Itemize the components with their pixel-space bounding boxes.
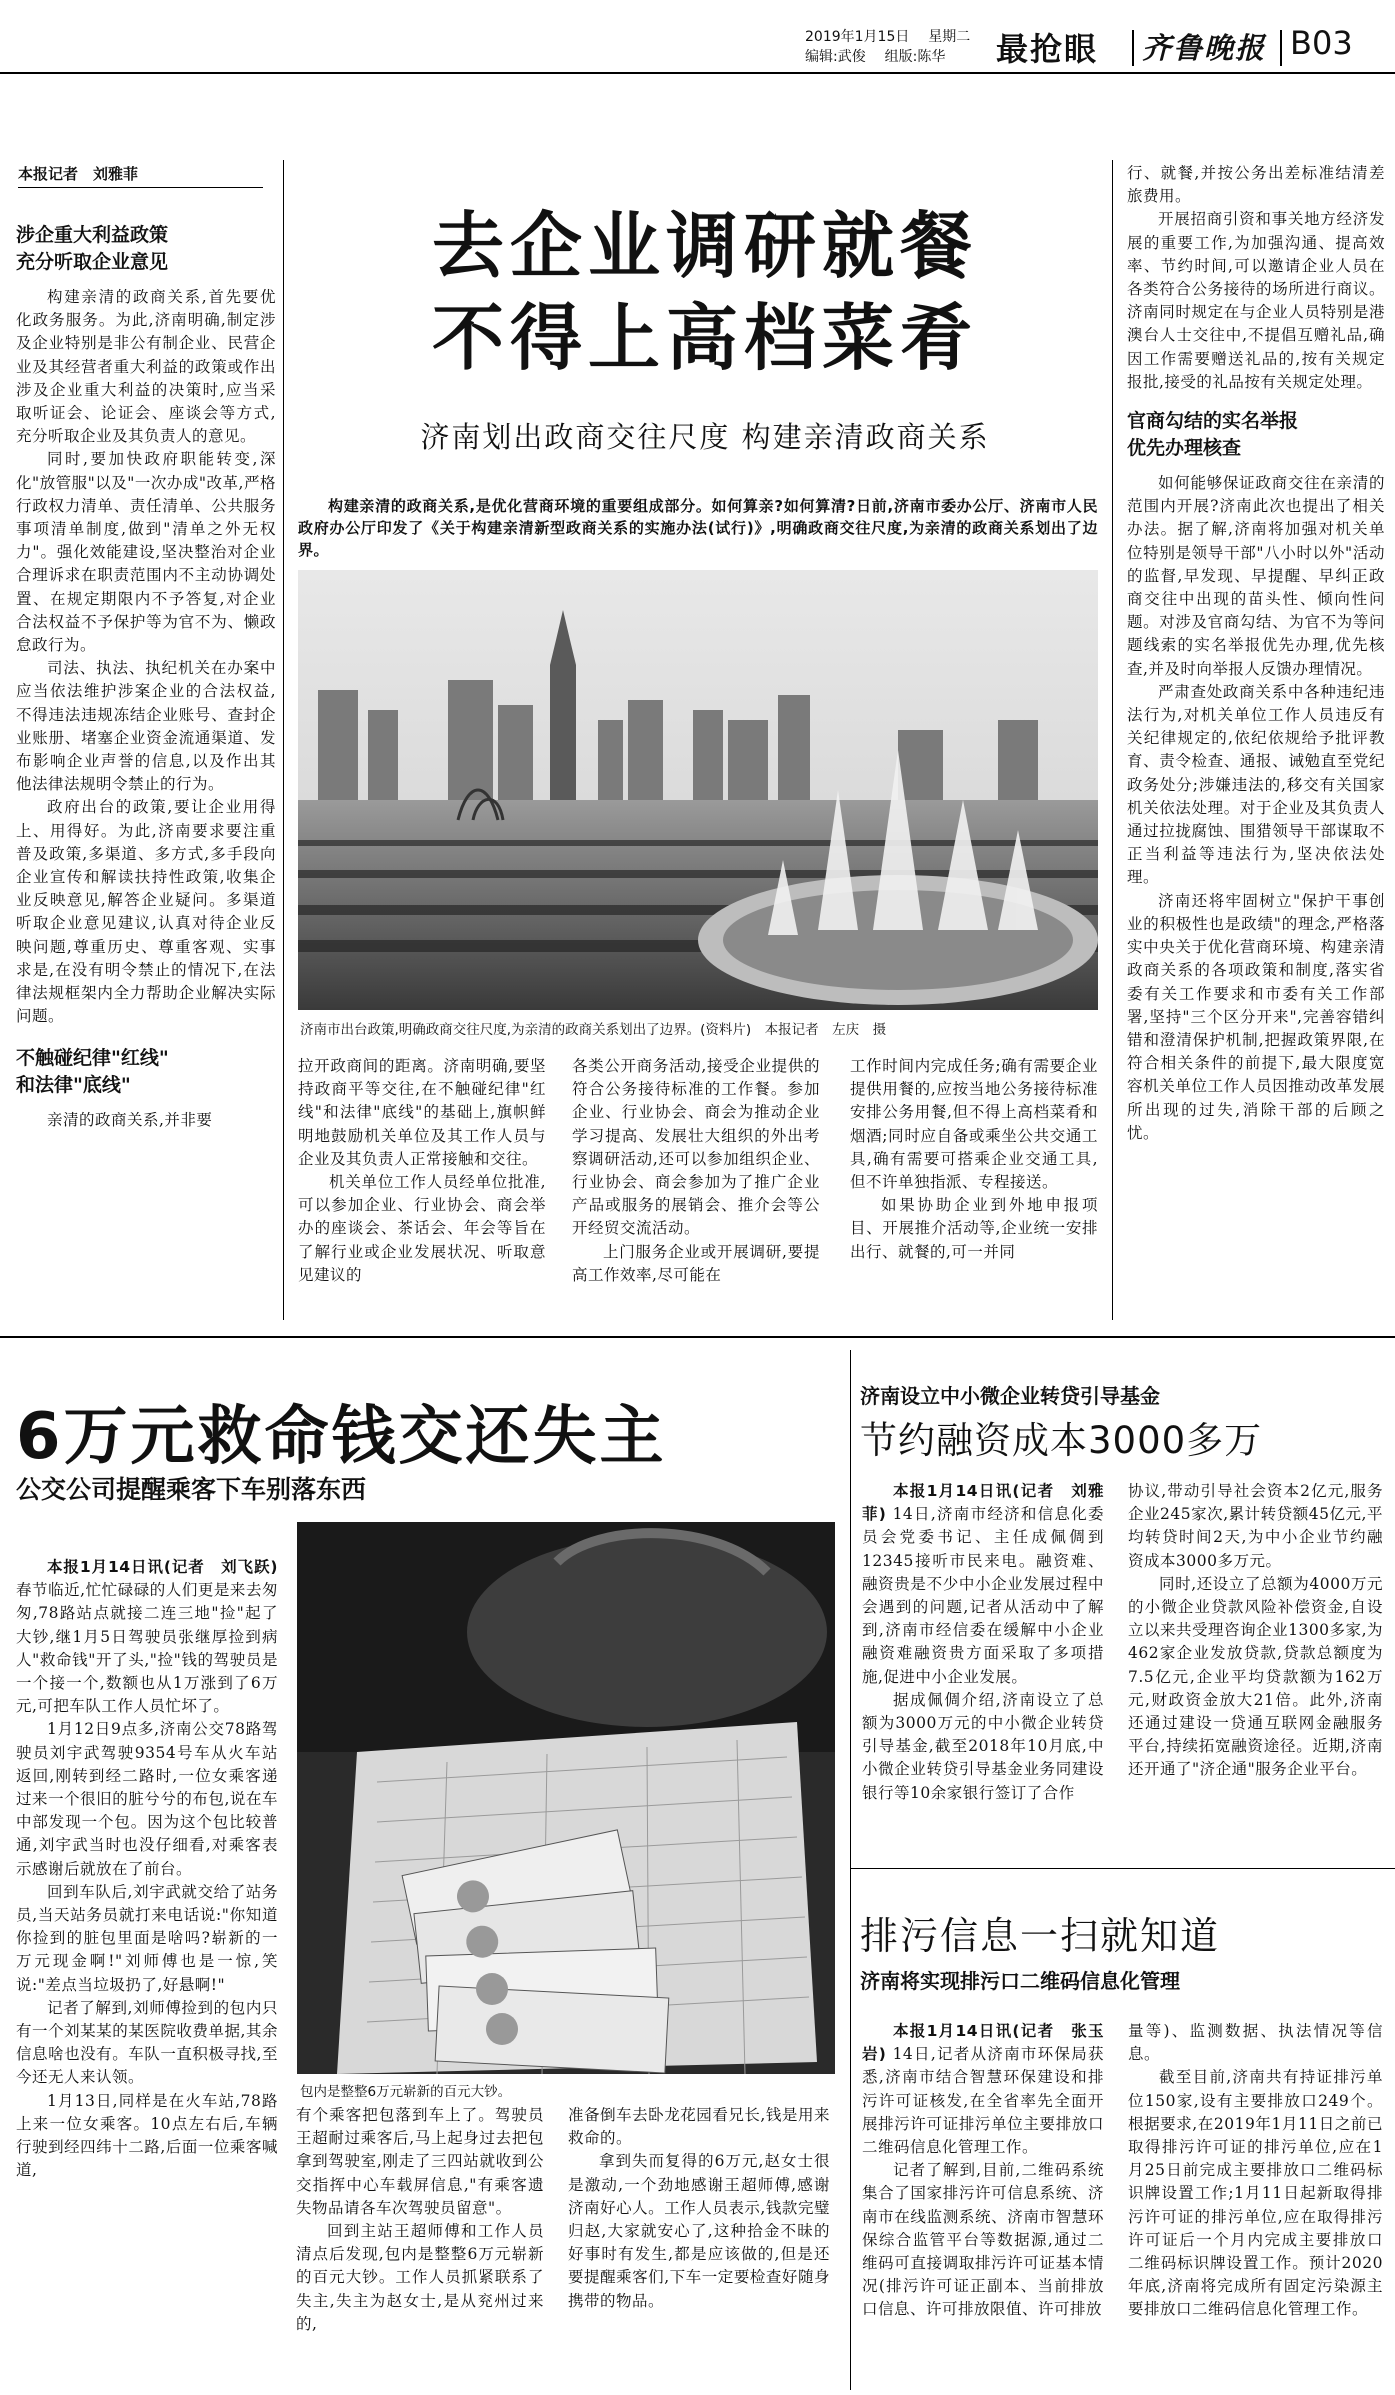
header-rule [0, 72, 1395, 74]
page-header [0, 0, 1395, 68]
subheading: 官商勾结的实名举报 优先办理核查 [1127, 410, 1299, 460]
paragraph-text: 14日,济南市经济和信息化委员会党委书记、主任成佩倜到12345接听市民来电。融资难、融资贵是不少中小企业发展过程中会遇到的问题,记者从活动中了解到,济南市经信委在缓解中小企业融资难融资贵方面采取了多项措施,促进中小企业发展。 [862, 1505, 1104, 1686]
subheadline: 济南划出政商交往尺度 构建亲清政商关系 [420, 420, 990, 454]
plaza-photo-illustration [298, 570, 1098, 1010]
paragraph: 1月12日9点多,济南公交78路驾驶员刘宇武驾驶9354号车从火车站返回,刚转到经二路时,一位女乘客递过来一个很旧的脏兮兮的布包,说在车中部发现一个包。因为这个包比较普通,刘宇武当时也没仔细看,对乘客表示感谢后就放在了前台。 [16, 1720, 278, 1878]
photo-caption: 包内是整整6万元崭新的百元大钞。 [300, 2084, 512, 2100]
section-rule [850, 1868, 1395, 1869]
section-rule [0, 1336, 1395, 1338]
dateline: 本报1月14日讯(记者 张玉岩) [862, 2022, 1104, 2064]
paragraph: 回到车队后,刘宇武就交给了站务员,当天站务员就打来电话说:"你知道你捡到的脏包里面是啥吗?崭新的一万元现金啊!"刘师傅也是一惊,笑说:"差点当垃圾扔了,好悬啊!" [16, 1882, 278, 1994]
story1-column-5 [1127, 162, 1385, 1145]
header-date-line [805, 26, 970, 46]
paragraph: 亲清的政商关系,并非要 [47, 1110, 213, 1129]
story4-column-2 [1128, 2020, 1383, 2322]
paragraph: 1月13日,同样是在火车站,78路上来一位女乘客。10点左右后,车辆行驶到经四纬十二路,后面一位乘客喊道, [16, 2091, 278, 2180]
story1-column-2 [298, 1055, 546, 1287]
paragraph: 济南还将牢固树立"保护干事创业的积极性也是政绩"的理念,严格落实中央关于优化营商环境、构建亲清政商关系的各项政策和制度,落实省委有关工作要求和市委有关工作部署,坚持"三个区分开来",完善容错纠错和澄清保护机制,把握政策界限,在符合相关条件的前提下,最大限度宽容机关单位工作人员因推动改革发展所出现的过失,消除干部的后顾之忧。 [1127, 891, 1385, 1142]
header-date: 2019年1月15日 [805, 29, 910, 45]
headline [335, 200, 1075, 384]
paragraph-text: 14日,记者从济南市环保局获悉,济南市结合智慧环保建设和排污许可证核发,在全省率先全面开展排污许可证排污单位主要排放口二维码信息化管理工作。 [862, 2045, 1104, 2157]
paragraph: 严肃查处政商关系中各种违纪违法行为,对机关单位工作人员违反有关纪律规定的,依纪依规给予批评教育、责令检查、通报、诫勉直至党纪政务处分;涉嫌违法的,移交有关国家机关依法处理。对于企业及其负责人通过拉拢腐蚀、围猎领导干部谋取不正当利益等违法行为,坚决依法处理。 [1127, 682, 1385, 887]
paragraph-text: 春节临近,忙忙碌碌的人们更是来去匆匆,78路站点就接二连三地"捡"起了大钞,继1月5日驾驶员张继厚捡到病人"救命钱"开了头,"捡"钱的驾驶员是一个接一个,数额也从1万涨到了6万元,可把车队工作人员忙坏了。 [16, 1581, 278, 1716]
story1-column-1 [16, 222, 276, 1132]
lead-paragraph: 构建亲清的政商关系,是优化营商环境的重要组成部分。如何算亲?如何算清?日前,济南市委办公厅、济南市人民政府办公厅印发了《关于构建亲清新型政商关系的实施办法(试行)》,明确政商交往尺度,为亲清的政商关系划出了边界。 [298, 497, 1098, 559]
story2-column-1 [16, 1556, 278, 2182]
paragraph: 记者了解到,目前,二维码系统集合了国家排污许可信息系统、济南市在线监测系统、济南市智慧环保综合监管平台等数据源,通过二维码可直接调取排污许可证基本情况(排污许可证正副本、当前排放口信息、许可排放限值、许可排放 [862, 2161, 1104, 2319]
dateline: 本报1月14日讯(记者 刘雅菲) [862, 1482, 1104, 1524]
column-divider [1112, 160, 1113, 1320]
paragraph: 准备倒车去卧龙花园看兄长,钱是用来救命的。 [568, 2106, 830, 2148]
kicker: 济南设立中小微企业转贷引导基金 [860, 1384, 1160, 1408]
story4-column-1 [862, 2020, 1104, 2322]
paragraph: 各类公开商务活动,接受企业提供的符合公务接待标准的工作餐。参加企业、行业协会、商会为推动企业学习提高、发展壮大组织的外出考察调研活动,还可以参加组织企业、行业协会、商会参加为了推广企业产品或服务的展销会、推介会等公开经贸交流活动。 [572, 1057, 820, 1238]
paragraph: 同时,要加快政府职能转变,深化"放管服"以及"一次办成"改革,严格行政权力清单、责任清单、公共服务事项清单制度,做到"清单之外无权力"。强化效能建设,坚决整治对企业合理诉求在职责范围内不主动协调处置、在规定期限内不予答复,对企业合法权益不予保护等为官不为、懒政怠政行为。 [16, 450, 276, 655]
page-number: B03 [1290, 24, 1353, 62]
paragraph: 记者了解到,刘师傅捡到的包内只有一个刘某某的某医院收费单据,其余信息啥也没有。车队一直积极寻找,至今还无人来认领。 [16, 1998, 278, 2087]
paragraph: 回到主站王超师傅和工作人员清点后发现,包内是整整6万元崭新的百元大钞。工作人员抓紧联系了失主,失主为赵女士,是从兖州过来的, [296, 2222, 544, 2333]
subheadline: 公交公司提醒乘客下车别落东西 [16, 1475, 367, 1504]
paragraph: 开展招商引资和事关地方经济发展的重要工作,为加强沟通、提高效率、节约时间,可以邀请企业人员在各类符合公务接待的场所进行商议。济南同时规定在与企业人员特别是港澳台人士交往中,不提倡互赠礼品,确因工作需要赠送礼品的,按有关规定报批,接受的礼品按有关规定处理。 [1127, 210, 1385, 391]
story2-column-2 [296, 2104, 544, 2336]
paragraph: 机关单位工作人员经单位批准,可以参加企业、行业协会、商会举办的座谈会、茶话会、年会等旨在了解行业或企业发展状况、听取意见建议的 [298, 1173, 546, 1284]
headline-line: 去企业调研就餐 [431, 204, 978, 288]
headline: 节约融资成本3000多万 [860, 1419, 1263, 1462]
story3-column-1 [862, 1480, 1104, 1805]
headline-line: 不得上高档菜肴 [431, 296, 978, 380]
paragraph: 协议,带动引导社会资本2亿元,服务企业245家次,累计转贷额45亿元,平均转贷时间2天,为中小企业节约融资成本3000多万元。 [1128, 1482, 1383, 1570]
paragraph [16, 1556, 278, 1718]
paragraph [862, 1480, 1104, 1689]
paragraph: 拿到失而复得的6万元,赵女士很是激动,一个劲地感谢王超师傅,感谢济南好心人。工作人员表示,钱款完璧归赵,大家就安心了,这种拾金不昧的好事时有发生,都是应该做的,但是还要提醒乘客们,下车一定要检查好随身携带的物品。 [568, 2152, 830, 2310]
paragraph: 工作时间内完成任务;确有需要企业提供用餐的,应按当地公务接待标准安排公务用餐,但不得上高档菜肴和烟酒;同时应自备或乘坐公共交通工具,确有需要可搭乘企业交通工具,但不许单独指派、专程接送。 [850, 1057, 1098, 1192]
header-editor: 编辑:武俊 [805, 49, 866, 65]
paragraph: 行、就餐,并按公务出差标准结清差旅费用。 [1127, 164, 1385, 206]
plaza-fountain-photo [298, 570, 1098, 1010]
paragraph: 如果协助企业到外地申报项目、开展推介活动等,企业统一安排出行、就餐的,可一并同 [850, 1196, 1098, 1261]
paragraph: 如何能够保证政商交往在亲清的范围内开展?济南此次也提出了相关办法。据了解,济南将加强对机关单位特别是领导干部"八小时以外"活动的监督,早发现、早提醒、早纠正政商交往中出现的苗头性、倾向性问题。对涉及官商勾结、为官不为等问题线索的实名举报优先办理,优先核查,并及时向举报人反馈办理情况。 [1127, 474, 1385, 678]
header-editors-line [805, 46, 945, 66]
headline: 排污信息一扫就知道 [860, 1914, 1221, 1958]
paragraph: 司法、执法、执纪机关在办案中应当依法维护涉案企业的合法权益,不得违法违规冻结企业账号、查封企业账册、堵塞企业资金流通渠道、发布影响企业声誉的信息,以及作出其他法律法规明令禁止的行为。 [16, 659, 276, 794]
header-weekday: 星期二 [928, 29, 971, 45]
story1-column-3 [572, 1055, 820, 1287]
story2-column-3 [568, 2104, 830, 2313]
header-designer: 组版:陈华 [884, 49, 946, 65]
photo-caption: 济南市出台政策,明确政商交往尺度,为亲清的政商关系划出了边界。(资料片) 本报记者 左庆 摄 [300, 1022, 887, 1038]
column-divider [283, 160, 284, 1320]
separator [1280, 30, 1282, 66]
paper-logo: 齐鲁晚报 [1142, 31, 1267, 65]
paragraph: 截至目前,济南共有持证排污单位150家,设有主要排放口249个。根据要求,在2019年1月11日之前已取得排污许可证的排污单位,应在1月25日前完成主要排放口二维码标识牌设置工作;1月11日起新取得排污许可证的排污单位,应在取得排污许可证后一个月内完成主要排放口二维码标识牌设置工作。预计2020年底,济南将完成所有固定污染源主要排放口二维码信息化管理工作。 [1128, 2068, 1383, 2319]
byline: 本报记者 刘雅菲 [18, 163, 263, 188]
section-title: 最抢眼 [996, 30, 1099, 68]
paragraph: 据成佩倜介绍,济南设立了总额为3000万元的中小微企业转贷引导基金,截至2018年10月底,中小微企业转贷引导基金业务同建设银行等10余家银行签订了合作 [862, 1690, 1104, 1802]
paragraph: 拉开政商间的距离。济南明确,要坚持政商平等交往,在不触碰纪律"红线"和法律"底线"的基础上,旗帜鲜明地鼓励机关单位及其工作人员与企业及其负责人正常接触和交往。 [298, 1057, 546, 1168]
column-divider [850, 1350, 851, 2390]
cash-bag-photo [297, 1522, 835, 2074]
subheadline: 济南将实现排污口二维码信息化管理 [860, 1969, 1180, 1993]
paragraph: 量等)、监测数据、执法情况等信息。 [1128, 2022, 1383, 2064]
paragraph: 政府出台的政策,要让企业用得上、用得好。为此,济南要求要注重普及政策,多渠道、多方式,多手段向企业宣传和解读扶持性政策,收集企业反映意见,解答企业疑问。多渠道听取企业意见建议,认真对待企业反映问题,尊重历史、尊重客观、实事求是,在没有明令禁止的情况下,在法律法规框架内全力帮助企业解决实际问题。 [16, 798, 276, 1026]
paragraph: 同时,还设立了总额为4000万元的小微企业贷款风险补偿资金,自设立以来共受理咨询企业1300多家,为462家企业发放贷款,贷款总额度为7.5亿元,企业平均贷款额为162万元,财政资金放大21倍。此外,济南还通过建设一贷通互联网金融服务平台,持续拓宽融资途径。近期,济南还开通了"济企通"服务企业平台。 [1128, 1574, 1383, 1779]
cash-photo-illustration [297, 1522, 835, 2074]
paragraph: 上门服务企业或开展调研,要提高工作效率,尽可能在 [572, 1242, 820, 1284]
paragraph: 有个乘客把包落到车上了。驾驶员王超耐过乘客后,马上起身过去把包拿到驾驶室,刚走了三四站就收到公交指挥中心车载屏信息,"有乘客遗失物品请各车次驾驶员留意"。 [296, 2106, 544, 2217]
headline: 6万元救命钱交还失主 [16, 1400, 667, 1474]
dateline: 本报1月14日讯(记者 刘飞跃) [47, 1558, 278, 1576]
paragraph: 构建亲清的政商关系,首先要优化政务服务。为此,济南明确,制定涉及企业特别是非公有制企业、民营企业及其经营者重大利益的政策或作出涉及企业重大利益的决策时,应当采取听证会、论证会、座谈会等方式,充分听取企业及其负责人的意见。 [16, 288, 276, 446]
subheading: 涉企重大利益政策 充分听取企业意见 [16, 224, 169, 273]
story3-column-2 [1128, 1480, 1383, 1782]
story1-column-4 [850, 1055, 1098, 1264]
paragraph [862, 2020, 1104, 2159]
subheading: 不触碰纪律"红线" 和法律"底线" [16, 1046, 169, 1096]
separator [1132, 30, 1134, 66]
